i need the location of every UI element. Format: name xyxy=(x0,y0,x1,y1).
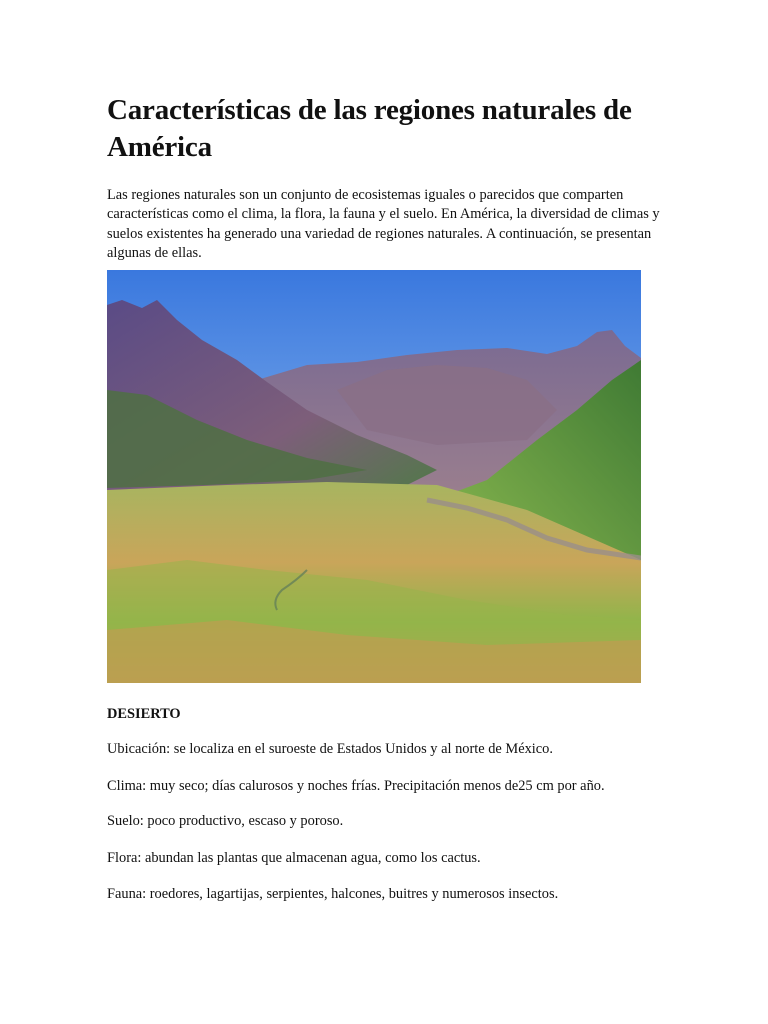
fauna-item: Fauna: roedores, lagartijas, serpientes, halcones, buitres y numerosos insectos. xyxy=(107,886,559,902)
document-page xyxy=(107,92,667,902)
suelo-item: Suelo: poco productivo, escaso y poroso. xyxy=(107,813,344,829)
ubicacion-item: Ubicación: se localiza en el suroeste de Estados Unidos y al norte de México. xyxy=(107,741,553,757)
mountain-valley-image xyxy=(107,270,641,683)
page-title: Características de las regiones naturales de América xyxy=(107,94,632,163)
flora-item: Flora: abundan las plantas que almacenan agua, como los cactus. xyxy=(107,850,481,866)
section-heading-desierto: DESIERTO xyxy=(107,706,181,722)
clima-item: Clima: muy seco; días calurosos y noches frías. Precipitación menos de25 cm por año. xyxy=(107,778,605,794)
intro-paragraph: Las regiones naturales son un conjunto de ecosistemas iguales o parecidos que comparten características como el clima, la flora, la fauna y el suelo. En América, la diversidad de climas y suelos existentes ha generado una variedad de regiones naturales. A continuación, se presentan algunas de ellas. xyxy=(107,187,660,261)
